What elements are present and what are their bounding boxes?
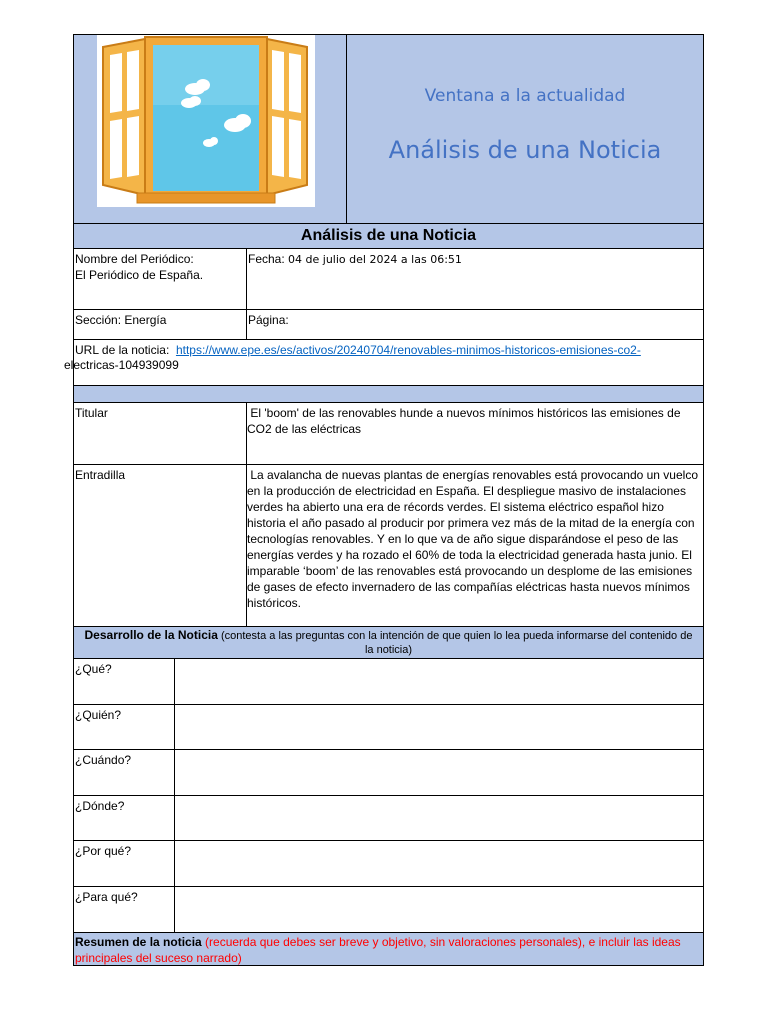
question-que: ¿Qué?	[75, 662, 112, 676]
spacer-row	[73, 385, 704, 403]
question-label-cell	[73, 749, 175, 796]
answer-por-que-field[interactable]	[174, 840, 704, 887]
question-por-que: ¿Por qué?	[75, 844, 132, 858]
question-label-cell	[73, 658, 175, 705]
seccion-cell	[73, 309, 247, 340]
section-title-row	[73, 223, 704, 249]
periodico-value: El Periódico de España.	[75, 268, 204, 282]
titular-text: El 'boom' de las renovables hunde a nuevos mínimos históricos las emisiones de CO2 de las eléctricas	[247, 406, 684, 436]
periodico-label: Nombre del Periódico:	[75, 252, 194, 266]
question-label-cell	[73, 795, 175, 841]
question-donde: ¿Dónde?	[75, 799, 125, 813]
pagina-label: Página:	[248, 313, 289, 327]
window-icon	[97, 35, 315, 207]
fecha-label: Fecha:	[248, 252, 285, 266]
fecha-cell	[246, 248, 704, 310]
question-label-cell	[73, 704, 175, 750]
pagina-cell	[246, 309, 704, 340]
resumen-note: (recuerda que debes ser breve y objetivo, sin valoraciones personales), e incluir las ideas principales del suceso narrado)	[75, 935, 681, 965]
entradilla-label: Entradilla	[75, 468, 126, 482]
news-url-link-continuation[interactable]: electricas-104939099	[64, 358, 179, 372]
answer-donde-field[interactable]	[174, 795, 704, 841]
question-label-cell	[73, 886, 175, 933]
header-image-cell	[73, 34, 347, 224]
periodico-cell	[73, 248, 247, 310]
section-title: Análisis de una Noticia	[300, 227, 477, 244]
question-para-que: ¿Para qué?	[75, 890, 138, 904]
header-title-cell	[346, 34, 704, 224]
resumen-title: Resumen de la noticia	[75, 935, 202, 949]
entradilla-text: La avalancha de nuevas plantas de energías renovables está provocando un vuelco en la producción de electricidad en España. El despliegue masivo de instalaciones verdes ha abierto una era de récords verdes. El sistema eléctrico español hizo historia el año pasado al producir por primera vez más de la mitad de la energía con tecnologías renovables. Y en lo que va de año sigue disparándose el peso de las energías verdes y ha rozado el 60% de toda la electricidad generada hasta junio. El imparable ‘boom’ de las renovables está provocando un desplome de las emisiones de gases de efecto invernadero de las compañías eléctricas hasta nuevos mínimos históricos.	[247, 468, 702, 610]
answer-quien-field[interactable]	[174, 704, 704, 750]
seccion-text: Sección: Energía	[75, 313, 167, 327]
answer-que-field[interactable]	[174, 658, 704, 705]
entradilla-text-cell	[246, 464, 704, 627]
entradilla-label-cell	[73, 464, 247, 627]
header-title: Análisis de una Noticia	[388, 136, 662, 164]
fecha-value: 04 de julio del 2024 a las 06:51	[288, 253, 462, 266]
titular-label: Titular	[75, 406, 108, 420]
question-cuando: ¿Cuándo?	[75, 753, 132, 767]
titular-label-cell	[73, 402, 247, 465]
desarrollo-header-cell	[73, 626, 704, 659]
question-quien: ¿Quién?	[75, 708, 122, 722]
window-illustration	[97, 35, 315, 207]
resumen-cell[interactable]	[73, 932, 704, 966]
desarrollo-title: Desarrollo de la Noticia	[84, 628, 218, 642]
desarrollo-note: (contesta a las preguntas con la intención de que quien lo lea pueda informarse del contenido de la noticia)	[220, 630, 693, 656]
titular-text-cell	[246, 402, 704, 465]
question-label-cell	[73, 840, 175, 887]
news-url-link[interactable]: https://www.epe.es/es/activos/20240704/renovables-minimos-historicos-emisiones-co2-	[175, 343, 641, 357]
header-subtitle: Ventana a la actualidad	[424, 86, 626, 106]
answer-para-que-field[interactable]	[174, 886, 704, 933]
url-label: URL de la noticia:	[75, 343, 170, 357]
answer-cuando-field[interactable]	[174, 749, 704, 796]
